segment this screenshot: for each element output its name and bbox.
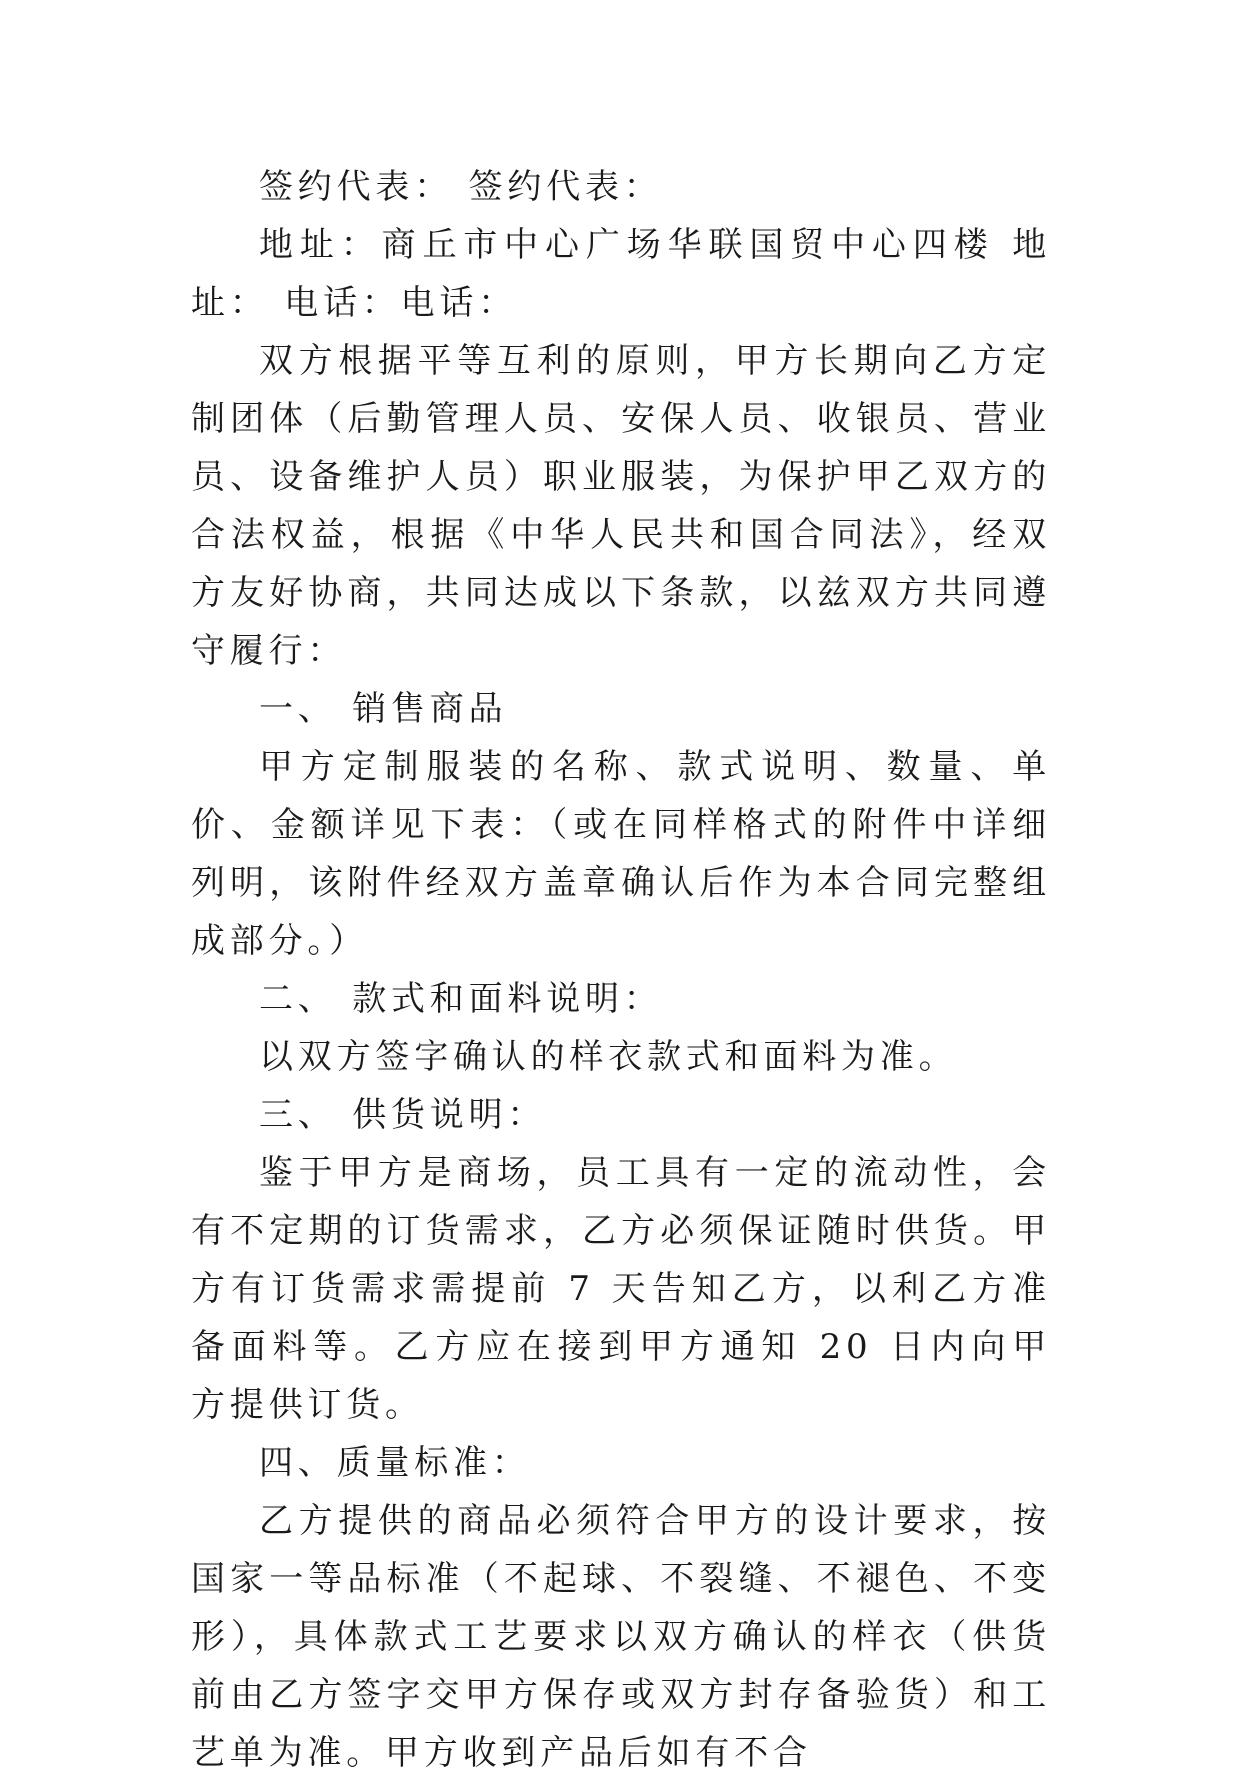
preamble-paragraph: 双方根据平等互利的原则，甲方长期向乙方定制团体（后勤管理人员、安保人员、收银员、营业员、设备维护人员）职业服装，为保护甲乙双方的合法权益，根据《中华人民共和国合同法》，经双方友好协商，共同达成以下条款，以兹双方共同遵守履行： [191, 341, 1051, 671]
section-1-paragraph: 甲方定制服装的名称、款式说明、数量、单价、金额详见下表：（或在同样格式的附件中详细列明，该附件经双方盖章确认后作为本合同完整组成部分。） [191, 747, 1051, 961]
section-4-paragraph: 乙方提供的商品必须符合甲方的设计要求，按国家一等品标准（不起球、不裂缝、不褪色、不变形），具体款式工艺要求以双方确认的样衣（供货前由乙方签字交甲方保存或双方封存备验货）和工艺单为准。甲方收到产品后如有不合 [191, 1501, 1051, 1773]
signing-representatives-line: 签约代表： 签约代表： [259, 167, 663, 207]
address-phone-line: 地址：商丘市中心广场华联国贸中心四楼 地址： 电话：电话： [191, 225, 1051, 323]
section-2-paragraph: 以双方签字确认的样衣款式和面料为准。 [259, 1037, 958, 1077]
section-2-heading: 二、 款式和面料说明： [259, 979, 663, 1019]
document-body [191, 158, 1051, 1782]
section-4-heading: 四、质量标准： [259, 1443, 531, 1483]
section-3-paragraph: 鉴于甲方是商场，员工具有一定的流动性，会有不定期的订货需求，乙方必须保证随时供货。甲方有订货需求需提前 7 天告知乙方，以利乙方准备面料等。乙方应在接到甲方通知 20 日内向甲方提供订货。 [191, 1153, 1051, 1425]
section-3-heading: 三、 供货说明： [259, 1095, 547, 1135]
section-1-heading: 一、 销售商品 [259, 689, 508, 729]
